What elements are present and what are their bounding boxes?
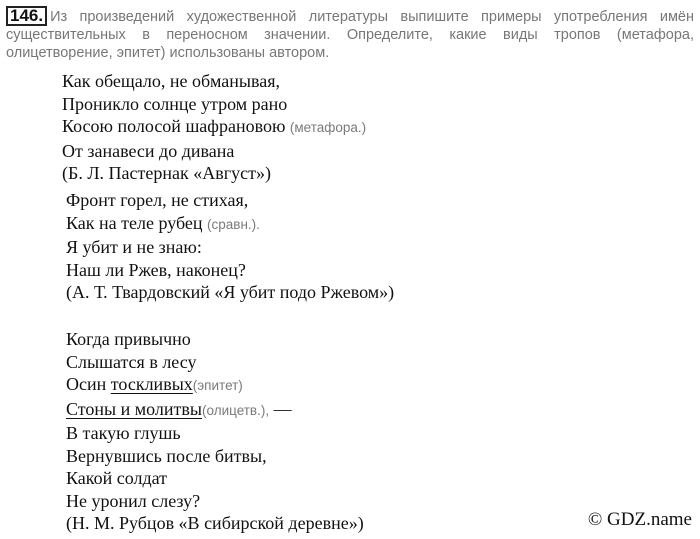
poem-line: Когда привычно (66, 329, 191, 349)
poem-line-text: Осин (66, 374, 111, 394)
trope-note: (олицетв.), (201, 402, 270, 418)
watermark: © GDZ.name (587, 509, 692, 530)
poem-source: (А. Т. Твардовский «Я убит подо Ржевом») (66, 282, 395, 302)
task-number: 146. (6, 6, 47, 26)
dash: — (273, 398, 292, 419)
poem-line: В такую глушь (66, 423, 181, 443)
poem-line (66, 398, 364, 423)
poem-line: Как обещало, не обманывая, (62, 71, 281, 91)
poem-line-text: Как на теле рубец (66, 212, 203, 233)
task-statement (6, 6, 694, 62)
underlined-epithet: тоскливых (110, 374, 193, 394)
poem-source: (Б. Л. Пастернак «Август») (62, 163, 271, 183)
poem-line: Вернувшись после битвы, (66, 445, 267, 466)
poem-line: От занавеси до дивана (62, 140, 235, 161)
poem-line (66, 212, 394, 237)
poem-source: (Н. М. Рубцов «В сибирской деревне») (66, 513, 364, 533)
poem-line: Не уронил слезу? (66, 490, 201, 511)
poem-line (62, 115, 366, 140)
poem-line: Какой солдат (66, 468, 168, 488)
poem-line: Фронт горел, не стихая, (66, 190, 249, 210)
poem-line: Проникло солнце утром рано (62, 93, 288, 114)
poem-tvardovsky (66, 189, 394, 304)
poem-line: Наш ли Ржев, наконец? (66, 259, 246, 280)
trope-note: (метафора.) (289, 120, 367, 135)
poem-pasternak (62, 70, 366, 185)
poem-line (66, 373, 364, 398)
underlined-phrase: Стоны и молитвы (66, 398, 202, 419)
poem-line: Я убит и не знаю: (66, 237, 202, 257)
poem-rubtsov (66, 328, 364, 535)
poem-line: Слышатся в лесу (66, 351, 197, 372)
task-text: Из произведений художественной литературы выпишите примеры употребления имён существительных в переносном значении. Определите, какие виды тропов (метафора, олицетворение, эпитет) использованы автором. (6, 9, 694, 61)
poem-line-text: Косою полосой шафрановою (62, 116, 286, 136)
trope-note: (эпитет) (192, 378, 243, 393)
trope-note: (сравн.). (207, 216, 260, 232)
